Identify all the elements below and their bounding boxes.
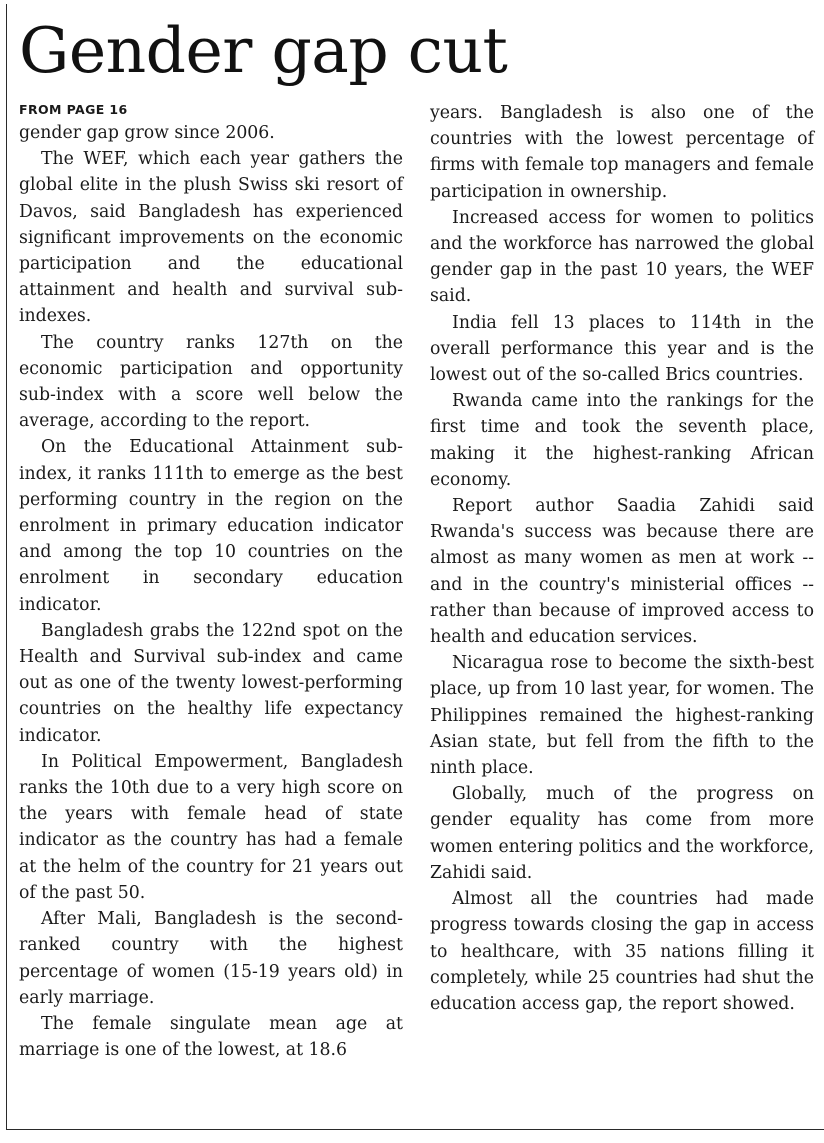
paragraph: Nicaragua rose to become the sixth-best place, up from 10 last year, for women. The Philippines remained the highest-ranking Asian state, but fell from the fifth to the ninth place. (430, 653, 814, 779)
left-column-rule (6, 4, 7, 1130)
left-column (19, 100, 403, 1063)
paragraph: Report author Saadia Zahidi said Rwanda's success was because there are almost as many women as men at work -- and in the country's ministerial offices -- rather than because of improved access to health and education services. (430, 496, 814, 648)
paragraph: The female singulate mean age at marriage is one of the lowest, at 18.6 (19, 1013, 403, 1061)
paragraph: After Mali, Bangladesh is the second-ranked country with the highest percentage of women (15-19 years old) in early marriage. (19, 909, 403, 1008)
jump-line: FROM PAGE 16 (19, 102, 128, 117)
paragraph: India fell 13 places to 114th in the overall performance this year and is the lowest out of the so-called Brics countries. (430, 312, 814, 386)
bottom-rule (6, 1129, 824, 1130)
paragraph: Almost all the countries had made progress towards closing the gap in access to healthcare, with 35 nations filling it completely, while 25 countries had shut the education access gap, the report showed. (430, 889, 814, 1014)
paragraph: Bangladesh grabs the 122nd spot on the Health and Survival sub-index and came out as one of the twenty lowest-performing countries on the healthy life expectancy indicator. (19, 620, 403, 746)
paragraph: The WEF, which each year gathers the global elite in the plush Swiss ski resort of Davos, said Bangladesh has experienced significant improvements on the economic participation and the educational attainment and health and survival sub-indexes. (19, 149, 403, 327)
paragraph: Increased access for women to politics and the workforce has narrowed the global gender gap in the past 10 years, the WEF said. (430, 207, 814, 307)
paragraph: Globally, much of the progress on gender equality has come from more women entering politics and the workforce, Zahidi said. (430, 784, 814, 883)
paragraph: The country ranks 127th on the economic participation and opportunity sub-index with a score well below the average, according to the report. (19, 332, 403, 432)
right-column (430, 100, 814, 1017)
paragraph: years. Bangladesh is also one of the countries with the lowest percentage of firms with female top managers and female participation in ownership. (430, 103, 814, 202)
paragraph: In Political Empowerment, Bangladesh ranks the 10th due to a very high score on the years with female head of state indicator as the country has had a female at the helm of the country for 21 years out of the past 50. (19, 751, 403, 903)
paragraph: gender gap grow since 2006. (19, 123, 275, 143)
paragraph: On the Educational Attainment sub-index, it ranks 111th to emerge as the best performing country in the region on the enrolment in primary education indicator and among the top 10 countries on the enrolment in secondary education indicator. (19, 437, 403, 615)
headline: Gender gap cut (19, 14, 508, 87)
paragraph: Rwanda came into the rankings for the first time and took the seventh place, making it the highest-ranking African economy. (430, 391, 814, 490)
